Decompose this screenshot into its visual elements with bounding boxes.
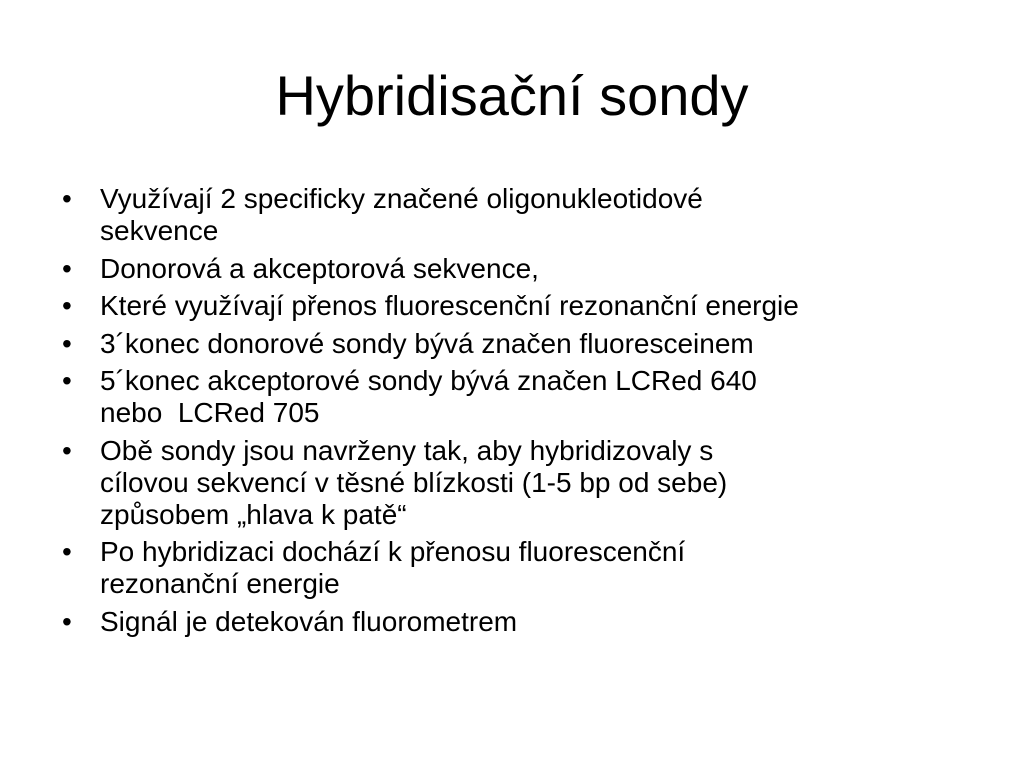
bullet-text: Které využívají přenos fluorescenční rezonanční energie (100, 290, 799, 321)
bullet-icon: • (62, 327, 72, 359)
bullet-icon: • (62, 365, 72, 396)
list-item (62, 183, 982, 247)
bullet-text: Signál je detekován fluorometrem (100, 605, 518, 637)
bullet-text: 5´konec akceptorové sondy bývá značen LCRed 640 nebo LCRed 705 (100, 365, 757, 428)
bullet-icon: • (62, 434, 72, 466)
list-item (62, 365, 982, 429)
bullet-text: Po hybridizaci dochází k přenosu fluorescenční rezonanční energie (100, 536, 686, 599)
bullet-list (62, 183, 982, 643)
bullet-icon: • (62, 290, 72, 321)
bullet-text: Využívají 2 specificky značené oligonukleotidové sekvence (100, 183, 703, 246)
bullet-text: Obě sondy jsou navrženy tak, aby hybridizovaly s cílovou sekvencí v těsné blízkosti (1-5 bp od sebe) způsobem „hlava k patě“ (100, 434, 728, 530)
bullet-icon: • (62, 536, 72, 567)
list-item (62, 290, 982, 322)
list-item (62, 328, 982, 360)
bullet-text: 3´konec donorové sondy bývá značen fluoresceinem (100, 327, 754, 359)
list-item (62, 435, 982, 531)
bullet-icon: • (62, 252, 72, 284)
bullet-icon: • (62, 183, 72, 214)
bullet-icon: • (62, 605, 72, 637)
list-item (62, 536, 982, 600)
bullet-text: Donorová a akceptorová sekvence, (100, 252, 539, 284)
list-item (62, 606, 982, 638)
list-item (62, 253, 982, 285)
slide-title: Hybridisační sondy (275, 64, 749, 127)
